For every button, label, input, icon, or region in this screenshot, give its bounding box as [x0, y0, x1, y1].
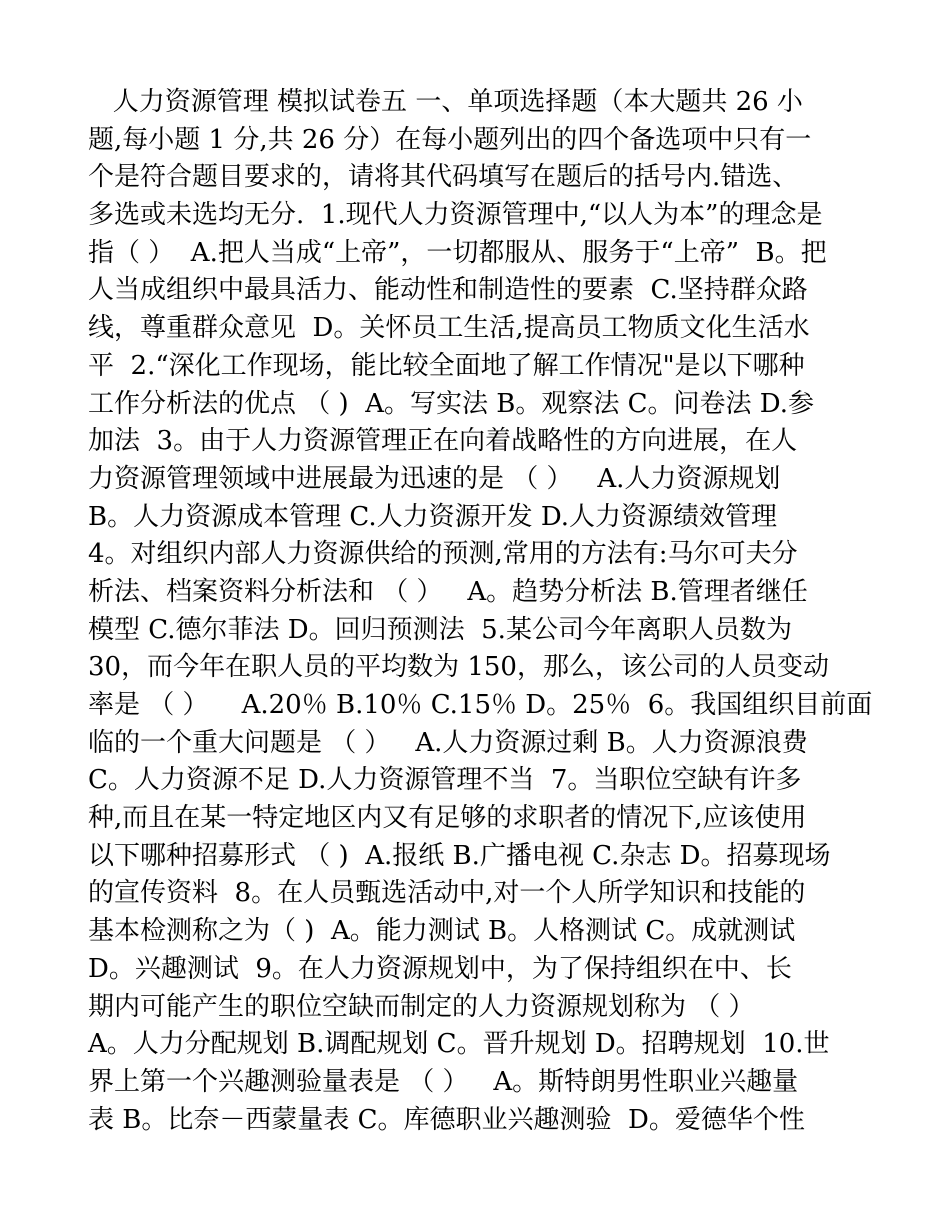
- text-line: 人力资源管理 模拟试卷五 一、单项选择题（本大题共 26 小: [88, 87, 803, 117]
- text-line: 界上第一个兴趣测验量表是 （ ） A。斯特朗男性职业兴趣量: [88, 1066, 799, 1097]
- text-line: 指（ ） A.把人当成“上帝”，一切都服从、服务于“上帝” B。把: [88, 237, 827, 268]
- text-line: C。人力资源不足 D.人力资源管理不当 7。当职位空缺有许多: [88, 765, 802, 796]
- text-line: A。人力分配规划 B.调配规划 C。晋升规划 D。招聘规划 10.世: [88, 1029, 830, 1060]
- text-line: 期内可能产生的职位空缺而制定的人力资源规划称为 （ ）: [88, 991, 755, 1022]
- text-line: B。人力资源成本管理 C.人力资源开发 D.人力资源绩效管理: [88, 501, 778, 532]
- text-line: 工作分析法的优点 （ ) A。写实法 B。观察法 C。问卷法 D.参: [88, 388, 814, 419]
- text-line: 以下哪种招募形式 （ ) A.报纸 B.广播电视 C.杂志 D。招募现场: [88, 840, 831, 871]
- text-line: 题,每小题 1 分,共 26 分）在每小题列出的四个备选项中只有一: [88, 124, 812, 155]
- text-line: 模型 C.德尔菲法 D。回归预测法 5.某公司今年离职人员数为: [88, 614, 792, 645]
- exam-text-block: [88, 84, 873, 1139]
- text-line: 平 2.“深化工作现场，能比较全面地了解工作情况"是以下哪种: [88, 350, 805, 381]
- text-line: D。兴趣测试 9。在人力资源规划中，为了保持组织在中、长: [88, 953, 792, 984]
- text-line: 的宣传资料 8。在人员甄选活动中,对一个人所学知识和技能的: [88, 878, 806, 909]
- text-line: 临的一个重大问题是 （ ） A.人力资源过剩 B。人力资源浪费: [88, 727, 808, 758]
- text-line: 加法 3。由于人力资源管理正在向着战略性的方向进展，在人: [88, 426, 798, 457]
- text-line: 析法、档案资料分析法和 （ ） A。趋势分析法 B.管理者继任: [88, 576, 808, 607]
- text-line: 30，而今年在职人员的平均数为 150，那么，该公司的人员变动: [88, 652, 829, 683]
- text-line: 种,而且在某一特定地区内又有足够的求职者的情况下,应该使用: [88, 803, 807, 834]
- text-line: 个是符合题目要求的，请将其代码填写在题后的括号内.错选、: [88, 162, 799, 193]
- text-line: 率是 （ ） A.20％ B.10％ C.15％ D。25％ 6。我国组织目前面: [88, 690, 873, 720]
- text-line: 力资源管理领域中进展最为迅速的是 （ ） A.人力资源规划: [88, 463, 781, 494]
- text-line: 人当成组织中最具活力、能动性和制造性的要素 C.坚持群众路: [88, 275, 808, 306]
- text-line: 线，尊重群众意见 D。关怀员工生活,提高员工物质文化生活水: [88, 313, 810, 344]
- text-line: 多选或未选均无分. 1.现代人力资源管理中,“以人为本”的理念是: [88, 200, 823, 231]
- text-line: 表 B。比奈－西蒙量表 C。库德职业兴趣测验 D。爱德华个性: [88, 1104, 805, 1135]
- text-line: 4。对组织内部人力资源供给的预测,常用的方法有:马尔可夫分: [88, 539, 798, 570]
- text-line: 基本检测称之为（ ) A。能力测试 B。人格测试 C。成就测试: [88, 916, 796, 947]
